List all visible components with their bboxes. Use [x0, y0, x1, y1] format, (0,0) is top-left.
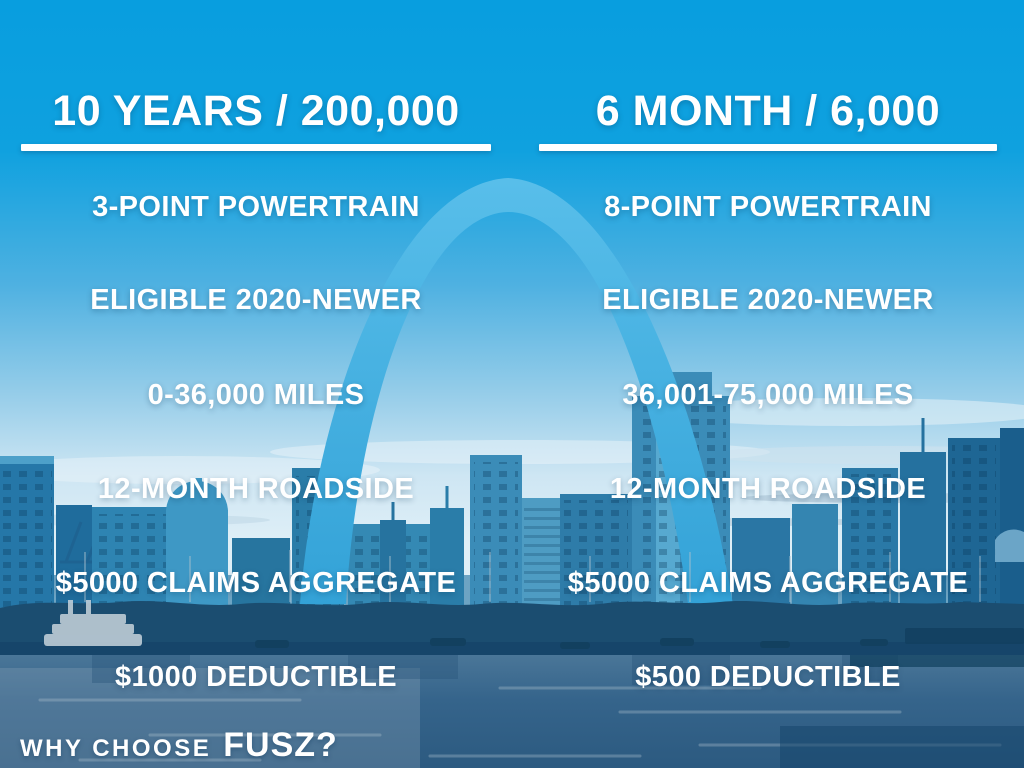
plan-feature: $1000 DEDUCTIBLE [115, 661, 397, 693]
plan-feature: $5000 CLAIMS AGGREGATE [567, 567, 969, 599]
plan-title: 6 MONTH / 6,000 [595, 87, 941, 135]
plan-feature: ELIGIBLE 2020-NEWER [602, 284, 934, 316]
plan-column-6-month [512, 0, 1024, 768]
plan-feature: $500 DEDUCTIBLE [635, 661, 901, 693]
plan-feature: 8-POINT POWERTRAIN [604, 191, 932, 223]
plan-feature: 12-MONTH ROADSIDE [97, 473, 415, 505]
footer-tagline [20, 726, 338, 765]
plan-feature: 36,001-75,000 MILES [622, 379, 914, 411]
title-underline [21, 144, 491, 151]
footer-question: WHY CHOOSE [20, 735, 212, 762]
plan-feature: ELIGIBLE 2020-NEWER [90, 284, 422, 316]
plan-feature: 0-36,000 MILES [147, 379, 365, 411]
title-underline [539, 144, 997, 151]
plan-feature: 3-POINT POWERTRAIN [92, 191, 420, 223]
plan-feature: $5000 CLAIMS AGGREGATE [55, 567, 457, 599]
plan-title: 10 YEARS / 200,000 [52, 87, 460, 135]
brand-wordmark: FUSZ? [223, 726, 338, 764]
plan-feature: 12-MONTH ROADSIDE [609, 473, 927, 505]
